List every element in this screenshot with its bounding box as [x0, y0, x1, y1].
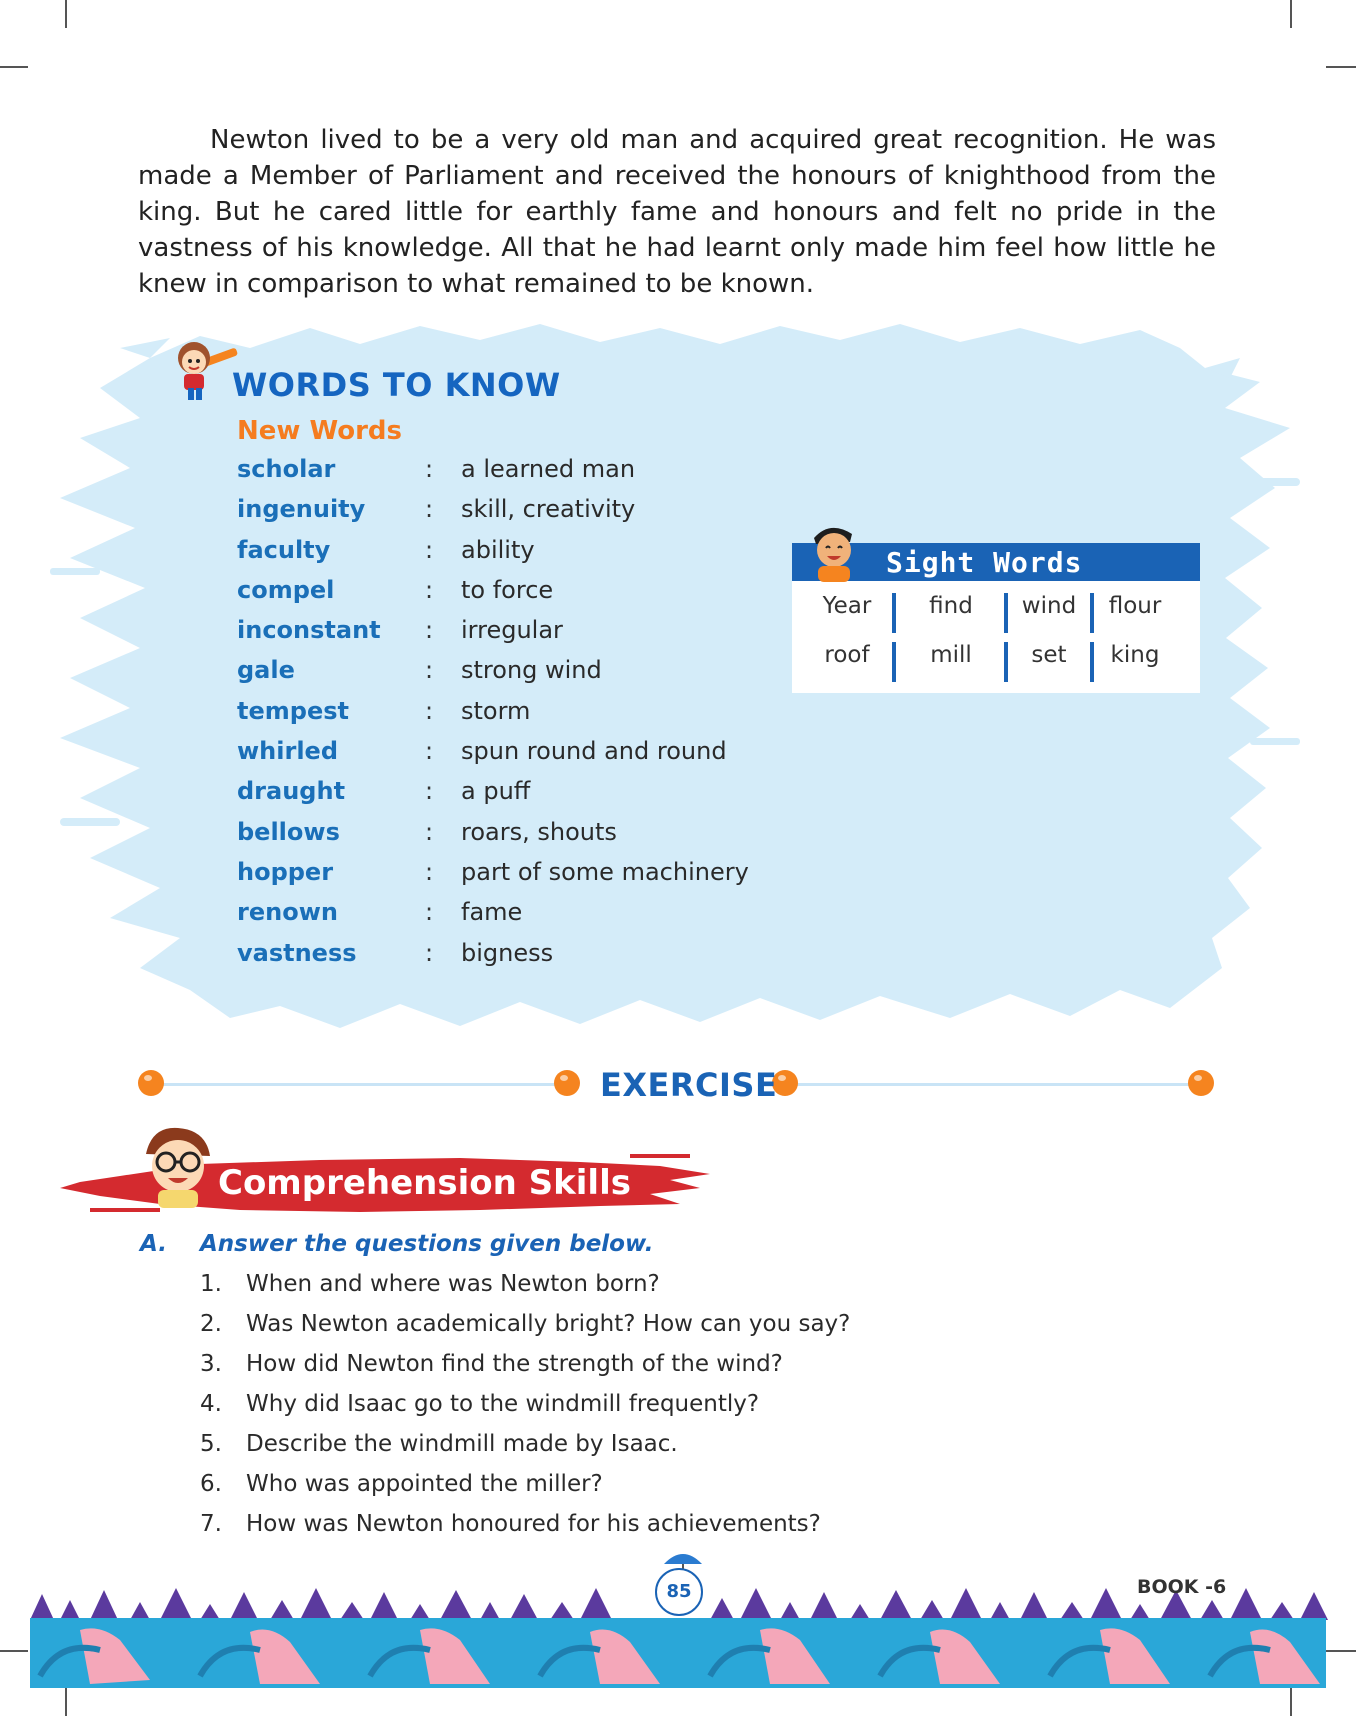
word-separator: :: [425, 777, 434, 806]
question-text: When and where was Newton born?: [246, 1271, 660, 1297]
word-separator: :: [425, 737, 434, 766]
word-definition: fame: [461, 898, 523, 927]
question-number: 6.: [200, 1471, 222, 1497]
sight-words-title: Sight Words: [886, 546, 1083, 579]
word-separator: :: [425, 857, 434, 886]
question-number: 5.: [200, 1431, 222, 1457]
crop-mark: [65, 1688, 67, 1716]
crop-mark: [65, 0, 67, 28]
word-term: draught: [237, 777, 346, 806]
word-definition: irregular: [461, 616, 563, 645]
word-separator: :: [425, 575, 434, 604]
question-text: Describe the windmill made by Isaac.: [246, 1431, 678, 1457]
word-separator: :: [425, 938, 434, 967]
word-term: gale: [237, 656, 295, 685]
story-paragraph: [138, 122, 1216, 302]
word-term: ingenuity: [237, 495, 366, 524]
book-label: BOOK -6: [1137, 1576, 1227, 1598]
sight-word: mill: [930, 642, 972, 668]
word-separator: :: [425, 535, 434, 564]
divider-dot-icon: [138, 1070, 164, 1096]
crop-mark: [0, 66, 28, 68]
divider-dot-icon: [1188, 1070, 1214, 1096]
word-definition: strong wind: [461, 656, 602, 685]
boy-with-glasses-icon: [132, 1120, 222, 1210]
word-definition: spun round and round: [461, 737, 727, 766]
question-number: 3.: [200, 1351, 222, 1377]
exercise-divider-left: [160, 1083, 556, 1086]
sight-word: flour: [1108, 593, 1162, 619]
word-term: vastness: [237, 938, 357, 967]
sight-word: set: [1031, 642, 1067, 668]
word-term: faculty: [237, 535, 331, 564]
question-number: 2.: [200, 1311, 222, 1337]
word-definition: storm: [461, 696, 531, 725]
page-number: 85: [655, 1568, 703, 1616]
word-separator: :: [425, 616, 434, 645]
word-separator: :: [425, 696, 434, 725]
word-term: scholar: [237, 455, 336, 483]
word-term: whirled: [237, 737, 339, 766]
section-letter: A.: [140, 1231, 167, 1257]
boy-character-icon: [800, 520, 870, 584]
words-to-know-title: WORDS TO KNOW: [232, 366, 561, 404]
word-separator: :: [425, 455, 434, 483]
word-definition: part of some machinery: [461, 857, 749, 886]
question-number: 4.: [200, 1391, 222, 1417]
word-definition: skill, creativity: [461, 495, 636, 524]
question-text: Was Newton academically bright? How can you say?: [246, 1311, 851, 1337]
word-definition: bigness: [461, 938, 554, 967]
word-divider: [892, 642, 896, 682]
word-definition: a puff: [461, 777, 531, 806]
sight-word: Year: [822, 593, 872, 619]
new-words-subtitle: New Words: [237, 416, 402, 446]
word-separator: :: [425, 656, 434, 685]
word-term: hopper: [237, 857, 334, 886]
question-text: How was Newton honoured for his achievements?: [246, 1511, 821, 1537]
word-term: tempest: [237, 696, 349, 725]
word-term: compel: [237, 575, 335, 604]
question-text: Why did Isaac go to the windmill frequently?: [246, 1391, 760, 1417]
word-term: inconstant: [237, 616, 381, 645]
word-divider: [892, 593, 896, 633]
question-number: 1.: [200, 1271, 222, 1297]
sight-word: find: [929, 593, 973, 619]
question-text: How did Newton find the strength of the wind?: [246, 1351, 783, 1377]
sight-word: roof: [824, 642, 870, 668]
word-separator: :: [425, 817, 434, 846]
word-definition: roars, shouts: [461, 817, 617, 846]
paragraph-text: Newton lived to be a very old man and acquired great recognition. He was made a Member of Parliament and received the honours of knighthood from the king. But he cared little for earthly fame and honours and felt no pride in the vastness of his knowledge. All that he had learnt only made him feel how little he knew in comparison to what remained to be known.: [138, 125, 1216, 299]
exercise-heading: EXERCISE: [600, 1066, 778, 1104]
sight-word: king: [1110, 642, 1160, 668]
word-definition: ability: [461, 535, 535, 564]
word-separator: :: [425, 495, 434, 524]
word-term: renown: [237, 898, 338, 927]
comprehension-skills-title: Comprehension Skills: [218, 1163, 631, 1203]
sight-word: wind: [1021, 593, 1077, 619]
word-term: bellows: [237, 817, 340, 846]
kid-with-pencil-icon: [168, 336, 242, 404]
crop-mark: [1290, 0, 1292, 28]
exercise-divider-right: [790, 1083, 1190, 1086]
question-text: Who was appointed the miller?: [246, 1471, 603, 1497]
divider-dot-icon: [554, 1070, 580, 1096]
word-separator: :: [425, 898, 434, 927]
word-definition: to force: [461, 575, 554, 604]
section-instruction: Answer the questions given below.: [200, 1231, 654, 1257]
question-number: 7.: [200, 1511, 222, 1537]
crop-mark: [1290, 1688, 1292, 1716]
word-definition: a learned man: [461, 455, 636, 483]
crop-mark: [1326, 66, 1356, 68]
